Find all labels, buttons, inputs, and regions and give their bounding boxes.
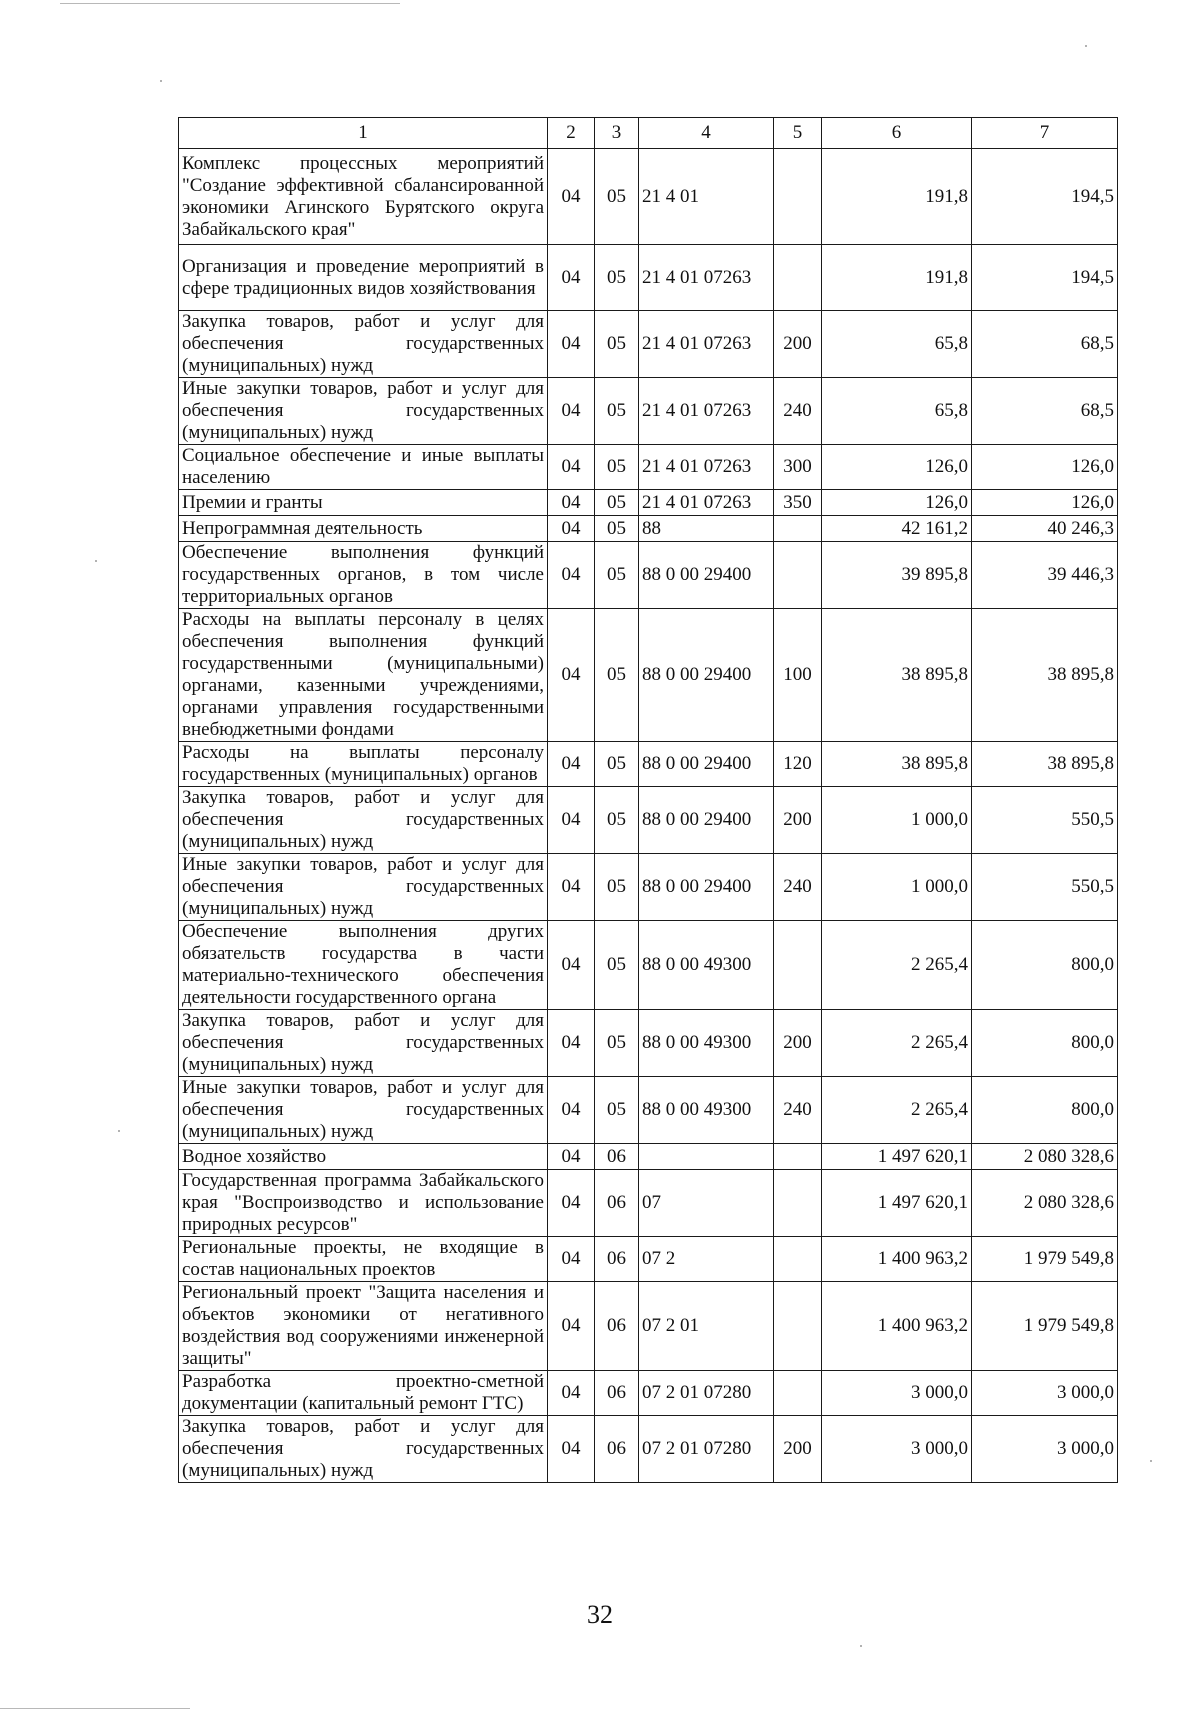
row-subsection-cell: 06: [595, 1144, 639, 1170]
row-amount-2-cell: 1 979 549,8: [972, 1237, 1118, 1282]
row-target-code-cell: 88 0 00 29400: [639, 742, 774, 787]
row-expense-type-cell: 240: [774, 378, 822, 445]
header-cell-2: 2: [548, 118, 595, 149]
row-amount-2-cell: 3 000,0: [972, 1371, 1118, 1416]
scan-artifact-top: [60, 3, 400, 4]
page-number: 32: [587, 1600, 613, 1629]
row-subsection-cell: 05: [595, 378, 639, 445]
row-amount-2-cell: 39 446,3: [972, 542, 1118, 609]
row-name-cell: Закупка товаров, работ и услуг для обеспечения государственных (муниципальных) нужд: [179, 1416, 548, 1483]
row-name-cell: Комплекс процессных мероприятий "Создание эффективной сбалансированной экономики Агинского Бурятского округа Забайкальского края": [179, 149, 548, 245]
row-amount-2-cell: 800,0: [972, 1077, 1118, 1144]
row-expense-type-cell: 200: [774, 787, 822, 854]
table-row: [179, 742, 1118, 787]
row-name-cell: Иные закупки товаров, работ и услуг для обеспечения государственных (муниципальных) нужд: [179, 854, 548, 921]
table-row: [179, 609, 1118, 742]
row-subsection-cell: 06: [595, 1237, 639, 1282]
row-name-cell: Региональные проекты, не входящие в состав национальных проектов: [179, 1237, 548, 1282]
row-subsection-cell: 06: [595, 1416, 639, 1483]
row-subsection-cell: 05: [595, 445, 639, 490]
row-target-code-cell: 88 0 00 49300: [639, 1077, 774, 1144]
row-amount-1-cell: 38 895,8: [822, 609, 972, 742]
table-row: [179, 378, 1118, 445]
row-amount-2-cell: 40 246,3: [972, 516, 1118, 542]
row-target-code-cell: 88 0 00 29400: [639, 854, 774, 921]
row-subsection-cell: 05: [595, 921, 639, 1010]
row-target-code-cell: [639, 1144, 774, 1170]
row-target-code-cell: 88 0 00 29400: [639, 542, 774, 609]
row-amount-1-cell: 1 400 963,2: [822, 1282, 972, 1371]
table-row: [179, 1010, 1118, 1077]
row-amount-1-cell: 42 161,2: [822, 516, 972, 542]
table-row: [179, 1170, 1118, 1237]
row-name-cell: Водное хозяйство: [179, 1144, 548, 1170]
table-row: [179, 1237, 1118, 1282]
row-target-code-cell: 21 4 01: [639, 149, 774, 245]
row-subsection-cell: 05: [595, 149, 639, 245]
row-subsection-cell: 05: [595, 609, 639, 742]
row-name-cell: Организация и проведение мероприятий в сфере традиционных видов хозяйствования: [179, 245, 548, 311]
table-row: [179, 921, 1118, 1010]
row-amount-1-cell: 2 265,4: [822, 921, 972, 1010]
row-expense-type-cell: 300: [774, 445, 822, 490]
row-target-code-cell: 07 2: [639, 1237, 774, 1282]
row-amount-2-cell: 550,5: [972, 787, 1118, 854]
header-cell-1: 1: [179, 118, 548, 149]
row-expense-type-cell: 240: [774, 1077, 822, 1144]
row-subsection-cell: 06: [595, 1282, 639, 1371]
row-amount-1-cell: 1 000,0: [822, 854, 972, 921]
row-subsection-cell: 05: [595, 311, 639, 378]
row-subsection-cell: 06: [595, 1170, 639, 1237]
row-subsection-cell: 05: [595, 516, 639, 542]
table-row: [179, 1416, 1118, 1483]
row-target-code-cell: 21 4 01 07263: [639, 378, 774, 445]
row-expense-type-cell: [774, 1282, 822, 1371]
row-amount-2-cell: 38 895,8: [972, 609, 1118, 742]
row-section-cell: 04: [548, 542, 595, 609]
row-amount-2-cell: 126,0: [972, 445, 1118, 490]
row-amount-1-cell: 1 497 620,1: [822, 1144, 972, 1170]
row-name-cell: Региональный проект "Защита населения и объектов экономики от негативного воздействия вод сооружениями инженерной защиты": [179, 1282, 548, 1371]
row-name-cell: Иные закупки товаров, работ и услуг для обеспечения государственных (муниципальных) нужд: [179, 378, 548, 445]
row-amount-1-cell: 126,0: [822, 445, 972, 490]
scan-artifact-bottom: [0, 1708, 190, 1709]
row-name-cell: Закупка товаров, работ и услуг для обеспечения государственных (муниципальных) нужд: [179, 787, 548, 854]
row-target-code-cell: 88 0 00 29400: [639, 609, 774, 742]
row-name-cell: Разработка проектно-сметной документации (капитальный ремонт ГТС): [179, 1371, 548, 1416]
row-target-code-cell: 88: [639, 516, 774, 542]
row-expense-type-cell: 350: [774, 490, 822, 516]
row-amount-2-cell: 800,0: [972, 921, 1118, 1010]
row-section-cell: 04: [548, 149, 595, 245]
table-row: [179, 1282, 1118, 1371]
row-amount-1-cell: 2 265,4: [822, 1010, 972, 1077]
row-amount-2-cell: 126,0: [972, 490, 1118, 516]
row-subsection-cell: 05: [595, 490, 639, 516]
row-amount-1-cell: 65,8: [822, 311, 972, 378]
row-expense-type-cell: 240: [774, 854, 822, 921]
row-target-code-cell: 07 2 01 07280: [639, 1371, 774, 1416]
row-amount-2-cell: 1 979 549,8: [972, 1282, 1118, 1371]
row-amount-1-cell: 191,8: [822, 149, 972, 245]
row-section-cell: 04: [548, 1282, 595, 1371]
row-name-cell: Расходы на выплаты персоналу в целях обеспечения выполнения функций государственными (муниципальными) органами, казенными учреждениями, органами управления государственными внебюджетными фондами: [179, 609, 548, 742]
row-section-cell: 04: [548, 854, 595, 921]
row-amount-1-cell: 2 265,4: [822, 1077, 972, 1144]
table-row: [179, 311, 1118, 378]
table-row: [179, 149, 1118, 245]
row-amount-2-cell: 68,5: [972, 311, 1118, 378]
row-expense-type-cell: [774, 542, 822, 609]
table-row: [179, 787, 1118, 854]
row-amount-1-cell: 1 000,0: [822, 787, 972, 854]
table-row: [179, 1144, 1118, 1170]
row-amount-2-cell: 2 080 328,6: [972, 1170, 1118, 1237]
row-subsection-cell: 05: [595, 1010, 639, 1077]
row-section-cell: 04: [548, 1371, 595, 1416]
row-expense-type-cell: [774, 1237, 822, 1282]
row-name-cell: Непрограммная деятельность: [179, 516, 548, 542]
row-section-cell: 04: [548, 742, 595, 787]
row-name-cell: Закупка товаров, работ и услуг для обеспечения государственных (муниципальных) нужд: [179, 1010, 548, 1077]
table-row: [179, 245, 1118, 311]
row-name-cell: Премии и гранты: [179, 490, 548, 516]
row-target-code-cell: 88 0 00 49300: [639, 1010, 774, 1077]
row-section-cell: 04: [548, 445, 595, 490]
table-row: [179, 1371, 1118, 1416]
scan-speck: [160, 80, 162, 82]
header-cell-3: 3: [595, 118, 639, 149]
row-name-cell: Социальное обеспечение и иные выплаты населению: [179, 445, 548, 490]
row-subsection-cell: 05: [595, 742, 639, 787]
table-row: [179, 1077, 1118, 1144]
table-body: [179, 149, 1118, 1483]
row-expense-type-cell: 120: [774, 742, 822, 787]
row-amount-1-cell: 1 497 620,1: [822, 1170, 972, 1237]
row-amount-1-cell: 3 000,0: [822, 1416, 972, 1483]
row-amount-1-cell: 65,8: [822, 378, 972, 445]
row-section-cell: 04: [548, 311, 595, 378]
row-target-code-cell: 88 0 00 49300: [639, 921, 774, 1010]
row-section-cell: 04: [548, 490, 595, 516]
scan-speck: [860, 1645, 862, 1647]
table-row: [179, 445, 1118, 490]
header-cell-6: 6: [822, 118, 972, 149]
header-row: [179, 118, 1118, 149]
row-amount-1-cell: 39 895,8: [822, 542, 972, 609]
row-name-cell: Обеспечение выполнения других обязательств государства в части материально-технического обеспечения деятельности государственного органа: [179, 921, 548, 1010]
row-section-cell: 04: [548, 1144, 595, 1170]
row-expense-type-cell: [774, 245, 822, 311]
row-name-cell: Иные закупки товаров, работ и услуг для обеспечения государственных (муниципальных) нужд: [179, 1077, 548, 1144]
table-row: [179, 516, 1118, 542]
row-amount-1-cell: 126,0: [822, 490, 972, 516]
row-section-cell: 04: [548, 1416, 595, 1483]
row-target-code-cell: 88 0 00 29400: [639, 787, 774, 854]
table-row: [179, 854, 1118, 921]
header-cell-7: 7: [972, 118, 1118, 149]
row-amount-2-cell: 194,5: [972, 245, 1118, 311]
row-section-cell: 04: [548, 787, 595, 854]
row-expense-type-cell: [774, 516, 822, 542]
row-section-cell: 04: [548, 1237, 595, 1282]
table-header: [179, 118, 1118, 149]
row-expense-type-cell: [774, 1371, 822, 1416]
row-subsection-cell: 05: [595, 542, 639, 609]
row-expense-type-cell: 200: [774, 1010, 822, 1077]
row-target-code-cell: 21 4 01 07263: [639, 445, 774, 490]
row-amount-2-cell: 38 895,8: [972, 742, 1118, 787]
table-row: [179, 490, 1118, 516]
row-target-code-cell: 07: [639, 1170, 774, 1237]
row-section-cell: 04: [548, 609, 595, 742]
row-section-cell: 04: [548, 1077, 595, 1144]
row-amount-1-cell: 38 895,8: [822, 742, 972, 787]
row-section-cell: 04: [548, 1010, 595, 1077]
row-subsection-cell: 05: [595, 854, 639, 921]
row-expense-type-cell: [774, 149, 822, 245]
row-expense-type-cell: 200: [774, 311, 822, 378]
row-expense-type-cell: 200: [774, 1416, 822, 1483]
row-expense-type-cell: [774, 1144, 822, 1170]
row-amount-2-cell: 68,5: [972, 378, 1118, 445]
row-section-cell: 04: [548, 921, 595, 1010]
row-amount-2-cell: 2 080 328,6: [972, 1144, 1118, 1170]
row-amount-1-cell: 3 000,0: [822, 1371, 972, 1416]
row-amount-2-cell: 194,5: [972, 149, 1118, 245]
row-name-cell: Обеспечение выполнения функций государственных органов, в том числе территориальных органов: [179, 542, 548, 609]
row-subsection-cell: 05: [595, 1077, 639, 1144]
row-target-code-cell: 21 4 01 07263: [639, 245, 774, 311]
row-section-cell: 04: [548, 1170, 595, 1237]
scan-speck: [1085, 45, 1087, 47]
budget-table: [178, 117, 1118, 1483]
row-section-cell: 04: [548, 516, 595, 542]
row-section-cell: 04: [548, 378, 595, 445]
row-amount-2-cell: 800,0: [972, 1010, 1118, 1077]
row-subsection-cell: 05: [595, 787, 639, 854]
row-expense-type-cell: [774, 1170, 822, 1237]
row-amount-2-cell: 550,5: [972, 854, 1118, 921]
row-target-code-cell: 07 2 01: [639, 1282, 774, 1371]
row-amount-1-cell: 1 400 963,2: [822, 1237, 972, 1282]
header-cell-5: 5: [774, 118, 822, 149]
row-subsection-cell: 06: [595, 1371, 639, 1416]
row-section-cell: 04: [548, 245, 595, 311]
row-expense-type-cell: 100: [774, 609, 822, 742]
row-amount-2-cell: 3 000,0: [972, 1416, 1118, 1483]
row-amount-1-cell: 191,8: [822, 245, 972, 311]
table-row: [179, 542, 1118, 609]
scan-speck: [95, 560, 97, 562]
row-target-code-cell: 21 4 01 07263: [639, 490, 774, 516]
row-name-cell: Расходы на выплаты персоналу государственных (муниципальных) органов: [179, 742, 548, 787]
row-name-cell: Закупка товаров, работ и услуг для обеспечения государственных (муниципальных) нужд: [179, 311, 548, 378]
row-target-code-cell: 21 4 01 07263: [639, 311, 774, 378]
row-subsection-cell: 05: [595, 245, 639, 311]
row-name-cell: Государственная программа Забайкальского края "Воспроизводство и использование природных ресурсов": [179, 1170, 548, 1237]
header-cell-4: 4: [639, 118, 774, 149]
row-target-code-cell: 07 2 01 07280: [639, 1416, 774, 1483]
row-expense-type-cell: [774, 921, 822, 1010]
scan-speck: [118, 1130, 120, 1132]
scan-speck: [1150, 1460, 1152, 1462]
